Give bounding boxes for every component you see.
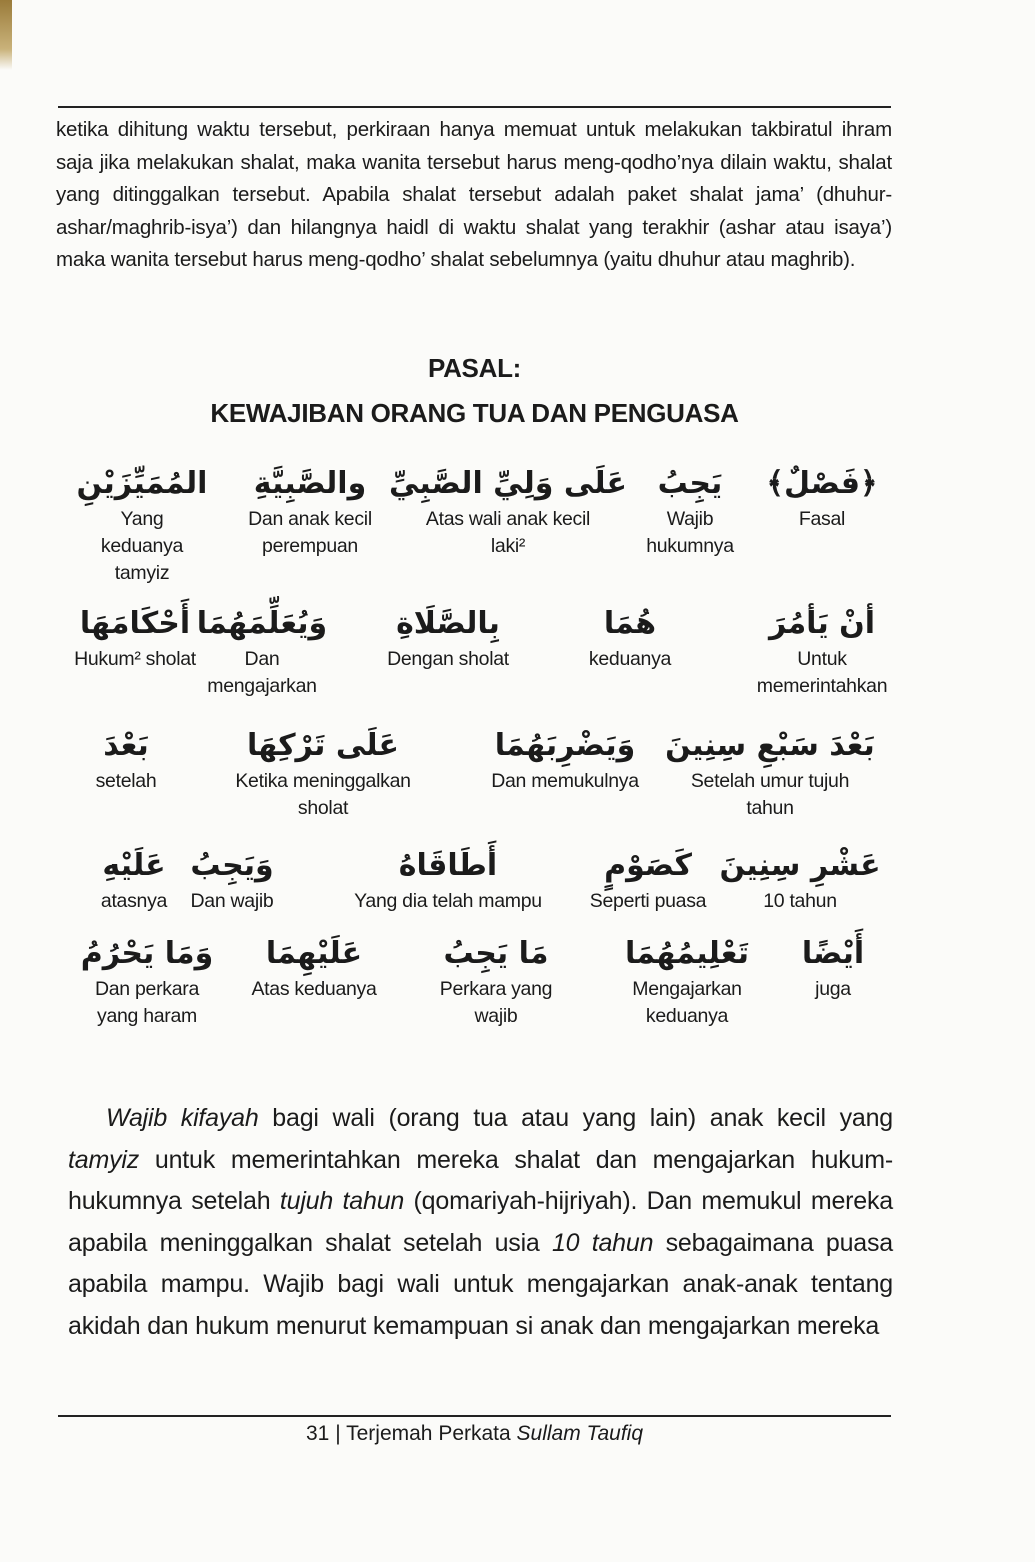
indonesian-gloss: juga xyxy=(815,978,851,1000)
vocab-entry xyxy=(251,932,376,1003)
vocab-entry xyxy=(101,844,167,915)
indonesian-gloss: Dan wajib xyxy=(190,890,274,912)
arabic-word: أَحْكَامَهَا xyxy=(79,606,191,641)
indonesian-gloss: Mengajarkan keduanya xyxy=(632,978,742,1027)
arabic-word: عَلَى وَلِيِّ الصَّبِيِّ xyxy=(389,466,627,501)
vocab-entry xyxy=(387,602,509,673)
arabic-word: عَلَيْهِ xyxy=(102,848,166,883)
indonesian-gloss: setelah xyxy=(95,770,157,792)
arabic-word: وَمَا يَحْرُمُ xyxy=(80,936,214,971)
vocab-entry xyxy=(190,844,273,915)
book-title-plain: Terjemah Perkata xyxy=(346,1422,517,1445)
vocab-entry xyxy=(766,462,877,533)
indonesian-gloss: Dan memukulnya xyxy=(491,770,639,792)
arabic-word: المُمَيِّزَيْنِ xyxy=(76,466,208,501)
vocab-entry xyxy=(389,462,627,560)
italic-term: Wajib kifayah xyxy=(106,1104,259,1132)
section-label: PASAL: xyxy=(427,353,522,383)
vocab-entry xyxy=(197,602,327,700)
arabic-word: هُمَا xyxy=(603,606,657,641)
vocab-entry xyxy=(625,932,749,1030)
vocab-entry xyxy=(646,462,734,560)
page-number: 31 xyxy=(306,1422,330,1445)
vocab-entry xyxy=(590,844,706,915)
indonesian-gloss: Dan anak kecil perempuan xyxy=(248,508,372,557)
indonesian-gloss: Setelah umur tujuh tahun xyxy=(690,770,850,819)
indonesian-gloss: Seperti puasa xyxy=(589,890,707,912)
indonesian-gloss: Dan perkara yang haram xyxy=(94,978,199,1027)
indonesian-gloss: Dan mengajarkan xyxy=(207,648,317,697)
indonesian-gloss: Untuk memerintahkan xyxy=(756,648,888,697)
italic-term: 10 tahun xyxy=(551,1228,654,1257)
section-title: KEWAJIBAN ORANG TUA DAN PENGUASA xyxy=(210,398,739,428)
vocab-entry xyxy=(802,932,864,1003)
vocab-entry xyxy=(354,844,542,915)
intro-paragraph: ketika dihitung waktu tersebut, perkiraan hanya memuat untuk melakukan takbiratul ihram saja jika melakukan shalat, maka wanita tersebut harus meng-qodho’nya dilain waktu, shalat yang ditinggalkan tersebut. Apabila shalat tersebut adalah paket shalat jama’ (dhuhur-ashar/maghrib-isya’) dan hilangnya haidl di waktu shalat yang terakhir (ashar atau isaya’) maka wanita tersebut harus meng-qodho’ shalat sebelumnya (yaitu dhuhur atau maghrib). xyxy=(56,118,892,271)
indonesian-gloss: Fasal xyxy=(798,508,846,530)
arabic-word: عَلَى تَرْكِهَا xyxy=(247,728,399,763)
text-run: (qomariyah-hijriyah). Dan memukul mereka apabila meninggalkan shalat setelah usia xyxy=(68,1187,893,1257)
arabic-word: وَيَضْرِبَهُمَا xyxy=(494,728,636,763)
arabic-word: عَلَيْهِمَا xyxy=(265,936,363,971)
explanation-paragraph xyxy=(68,1098,893,1347)
page-binding-edge xyxy=(0,0,12,70)
text-run: untuk memerintahkan mereka shalat dan mengajarkan hukum-hukumnya setelah xyxy=(68,1145,893,1215)
arabic-word: بَعْدَ xyxy=(103,728,149,763)
indonesian-gloss: Wajib hukumnya xyxy=(646,508,734,557)
indonesian-gloss: 10 tahun xyxy=(763,890,837,912)
vocab-entry xyxy=(248,462,372,560)
arabic-word: مَا يَجِبُ xyxy=(443,936,549,971)
vocab-entry xyxy=(757,602,888,700)
footer-rule xyxy=(58,1415,891,1417)
book-title-italic: Sullam Taufiq xyxy=(516,1422,643,1445)
italic-term: tujuh tahun xyxy=(279,1187,405,1215)
indonesian-gloss: Atas keduanya xyxy=(251,978,377,1000)
header-rule xyxy=(58,106,891,108)
vocab-entry xyxy=(440,932,552,1030)
vocab-entry xyxy=(96,724,157,795)
vocab-entry xyxy=(719,844,880,915)
vocab-entry xyxy=(74,602,196,673)
indonesian-gloss: Yang keduanya tamyiz xyxy=(100,508,184,584)
indonesian-gloss: Dengan sholat xyxy=(387,648,509,670)
arabic-word: أَطَاقَاهُ xyxy=(398,848,498,883)
vocab-entry xyxy=(81,932,213,1030)
indonesian-gloss: Ketika meninggalkan sholat xyxy=(235,770,411,819)
indonesian-gloss: atasnya xyxy=(100,890,168,912)
indonesian-gloss: Hukum² sholat xyxy=(74,648,196,670)
indonesian-gloss: Atas wali anak kecil laki² xyxy=(425,508,591,557)
vocab-entry xyxy=(665,724,875,822)
vocab-entry xyxy=(77,462,208,587)
arabic-word: أنْ يَأمُرَ xyxy=(768,606,876,641)
footer-separator: | xyxy=(329,1422,347,1445)
arabic-word: والصَّبِيَّةِ xyxy=(253,466,367,501)
text-run: bagi wali (orang tua atau yang lain) anak kecil yang xyxy=(258,1104,893,1132)
text-run: sebagaimana puasa apabila mampu. Wajib bagi wali untuk mengajarkan anak-anak tentang akidah dan hukum menurut kemampuan si anak dan mengajarkan mereka xyxy=(68,1228,893,1340)
arabic-word: كَصَوْمٍ xyxy=(604,848,692,883)
page-footer xyxy=(58,1420,891,1448)
indonesian-gloss: keduanya xyxy=(588,648,672,670)
vocab-entry xyxy=(235,724,410,822)
arabic-word: ﴿فَصْلٌ﴾ xyxy=(766,466,878,501)
indonesian-gloss: Perkara yang wajib xyxy=(439,978,553,1027)
arabic-word: أَيْضًا xyxy=(801,936,865,971)
arabic-word: وَيُعَلِّمَهُمَا xyxy=(196,606,328,641)
arabic-word: تَعْلِيمُهُمَا xyxy=(625,936,749,971)
arabic-word: يَجِبُ xyxy=(657,466,723,501)
italic-term: tamyiz xyxy=(68,1145,140,1174)
arabic-word: عَشْرِ سِنِينَ xyxy=(719,848,881,883)
arabic-word: بَعْدَ سَبْعِ سِنِينَ xyxy=(665,728,875,763)
arabic-word: بِالصَّلَاةِ xyxy=(396,606,500,641)
vocab-entry xyxy=(589,602,671,673)
indonesian-gloss: Yang dia telah mampu xyxy=(354,890,542,912)
arabic-word: وَيَجِبُ xyxy=(190,848,274,883)
vocab-entry xyxy=(491,724,639,795)
